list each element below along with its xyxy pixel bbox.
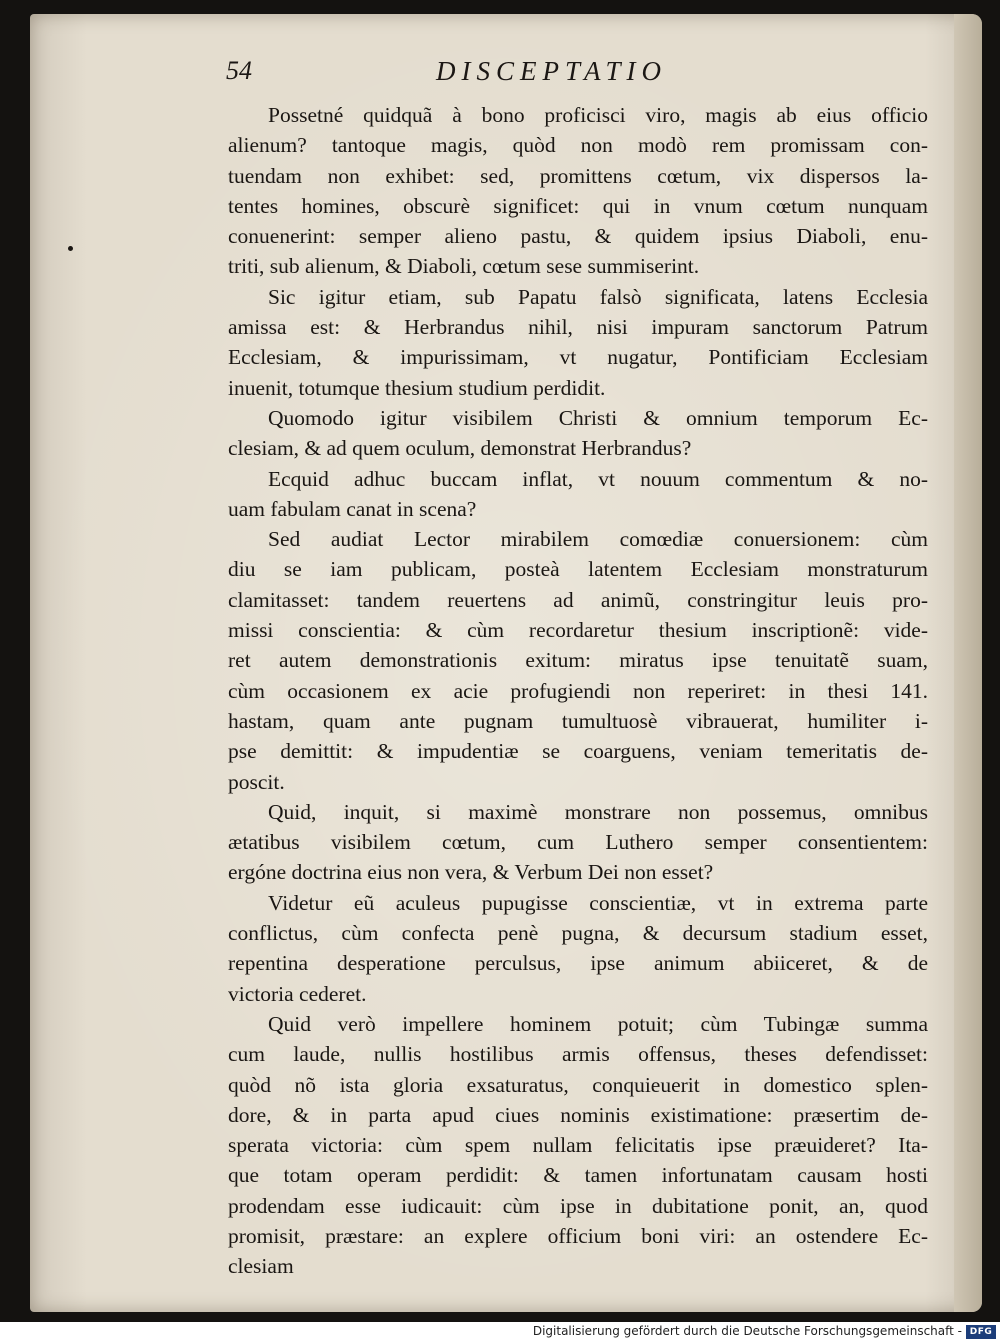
dfg-logo: DFG	[966, 1325, 996, 1339]
text-line: inuenit, totumque thesium studium perdidit.	[228, 375, 606, 400]
text-line: tentes homines, obscurè significet: qui in vnum cœtum nunquam	[228, 193, 928, 218]
digitization-credit: Digitalisierung gefördert durch die Deutsche Forschungsgemeinschaft -	[532, 1324, 962, 1338]
running-head: DISCEPTATIO	[436, 56, 667, 86]
text-line: uam fabulam canat in scena?	[228, 496, 477, 521]
text-line: Quid verò impellere hominem potuit; cùm Tubingæ summa	[268, 1011, 928, 1036]
text-line: sperata victoria: cùm spem nullam felicitatis ipse præuideret? Ita-	[228, 1133, 928, 1158]
text-line: amissa est: & Herbrandus nihil, nisi impuram sanctorum Patrum	[228, 315, 928, 340]
text-line: tuendam non exhibet: sed, promittens cœtum, vix dispersos la-	[228, 163, 928, 188]
text-line: promisit, præstare: an explere officium boni viri: an ostendere Ec-	[228, 1223, 928, 1248]
text-line: hastam, quam ante pugnam tumultuosè vibrauerat, humiliter i-	[228, 708, 928, 733]
text-line: clesiam, & ad quem oculum, demonstrat Herbrandus?	[228, 436, 692, 461]
text-line: prodendam esse iudicauit: cùm ipse in dubitatione ponit, an, quod	[228, 1193, 928, 1218]
text-line: Ecquid adhuc buccam inflat, vt nouum commentum & no-	[268, 466, 928, 491]
text-line: poscit.	[228, 769, 285, 794]
text-line: Videtur eũ aculeus pupugisse conscientiæ, vt in extrema parte	[268, 890, 928, 915]
text-line: triti, sub alienum, & Diaboli, cœtum sese summiserint.	[228, 254, 700, 279]
text-line: clesiam	[228, 1254, 294, 1279]
text-line: conflictus, cùm confecta penè pugna, & decursum stadium esset,	[228, 921, 928, 946]
text-line: missi conscientia: & cùm recordaretur thesium inscriptionẽ: vide-	[228, 618, 928, 643]
text-line: cum laude, nullis hostilibus armis offensus, theses defendisset:	[228, 1042, 928, 1067]
text-line: que totam operam perdidit: & tamen infortunatam causam hosti	[228, 1163, 928, 1188]
text-line: Possetné quidquã à bono proficisci viro, magis ab eius officio	[268, 103, 928, 127]
text-line: Sic igitur etiam, sub Papatu falsò significata, latens Ecclesia	[268, 284, 928, 309]
text-line: ætatibus visibilem cœtum, cum Luthero semper consentientem:	[228, 830, 928, 855]
text-line: ergóne doctrina eius non vera, & Verbum Dei non esset?	[228, 860, 714, 885]
text-line: victoria cederet.	[228, 981, 367, 1006]
text-line: pse demittit: & impudentiæ se coarguens, veniam temeritatis de-	[228, 739, 928, 764]
text-line: Quomodo igitur visibilem Christi & omnium temporum Ec-	[268, 405, 928, 430]
margin-mark	[68, 246, 73, 251]
text-line: conuenerint: semper alieno pastu, & quidem ipsius Diaboli, enu-	[228, 224, 928, 249]
text-line: diu se iam publicam, posteà latentem Ecclesiam monstraturum	[228, 557, 928, 582]
text-line: Quid, inquit, si maximè monstrare non possemus, omnibus	[268, 799, 928, 824]
text-line: quòd nõ ista gloria exsaturatus, conquieuerit in domestico splen-	[228, 1072, 928, 1097]
page-header	[226, 56, 696, 96]
page-edge	[954, 14, 982, 1312]
text-line: dore, & in parta apud ciues nominis existimatione: præsertim de-	[228, 1102, 928, 1127]
footer-bar	[0, 1322, 1000, 1343]
text-line: ret autem demonstrationis exitum: miratus ipse tenuitatẽ suam,	[228, 648, 928, 673]
page-number: 54	[226, 56, 252, 85]
text-line: cùm occasionem ex acie profugiendi non reperiret: in thesi 141.	[228, 678, 928, 703]
text-line: clamitasset: tandem reuertens ad animũ, constringitur leuis pro-	[228, 587, 928, 612]
body-text	[228, 100, 928, 1282]
text-line: Ecclesiam, & impurissimam, vt nugatur, Pontificiam Ecclesiam	[228, 345, 928, 370]
text-line: repentina desperatione perculsus, ipse animum abiiceret, & de	[228, 951, 928, 976]
text-line: Sed audiat Lector mirabilem comœdiæ conuersionem: cùm	[268, 527, 928, 552]
text-line: alienum? tantoque magis, quòd non modò rem promissam con-	[228, 133, 928, 158]
